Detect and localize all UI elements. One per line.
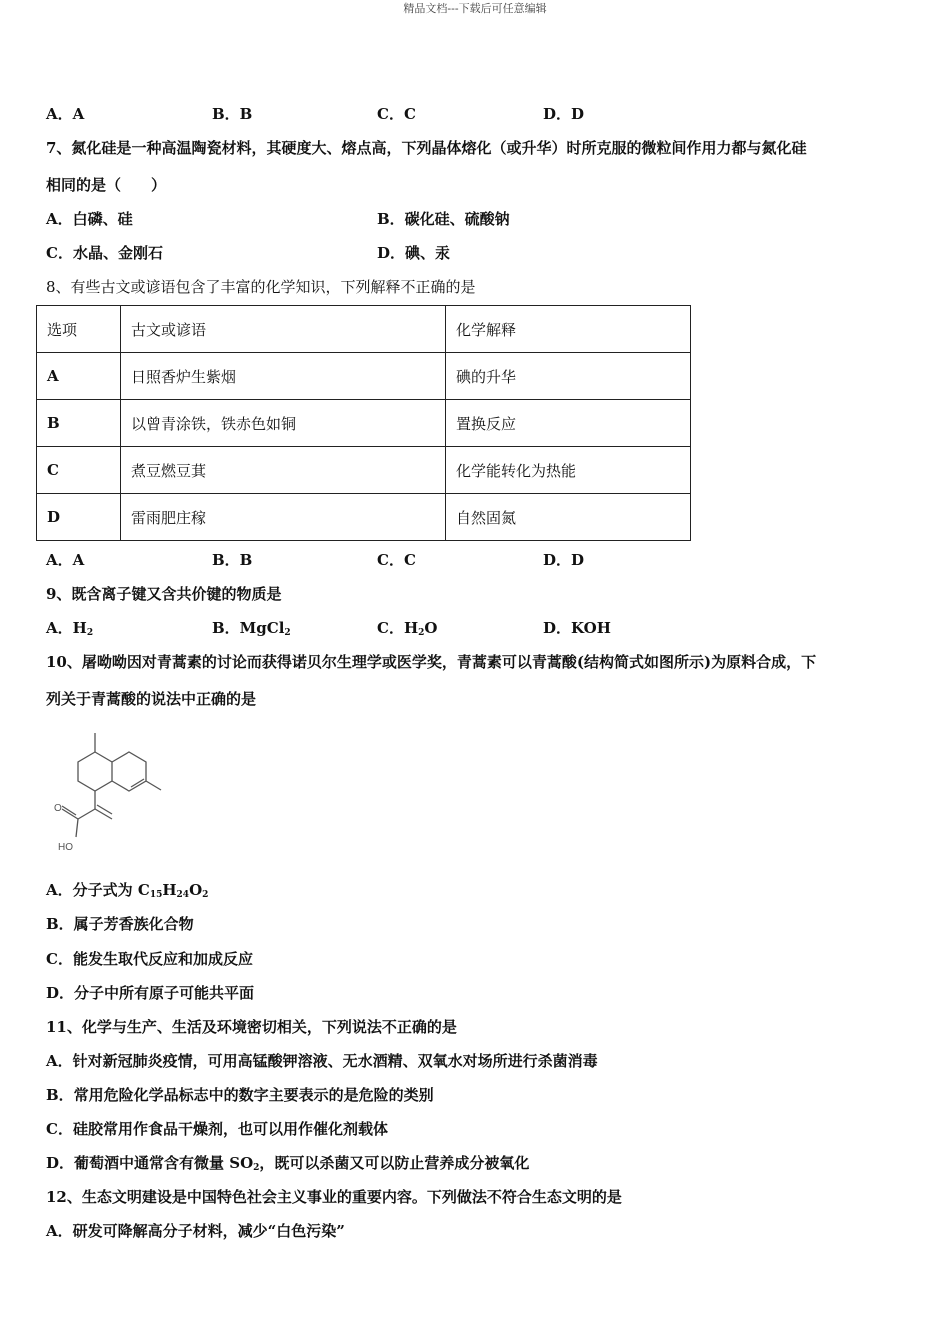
q11-option-b: B．常用危险化学品标志中的数字主要表示的是危险的类别 — [46, 1086, 434, 1104]
table-header-row — [37, 306, 691, 353]
q8-option-b: B．B — [212, 551, 253, 569]
q10-option-a: A．分子式为 $C_{15}H_{24}O_2$ — [46, 881, 209, 900]
table-cell: 以曾青涂铁，铁赤色如铜 — [121, 400, 446, 447]
q10-option-b: B．属子芳香族化合物 — [46, 915, 194, 933]
q11-stem: 11、化学与生产、生活及环境密切相关，下列说法不正确的是 — [46, 1018, 457, 1036]
table-cell: 自然固氮 — [446, 494, 691, 541]
q10-stem-line1: 10、屠呦呦因对青蒿素的讨论而获得诺贝尔生理学或医学奖，青蒿素可以青蒿酸(结构简式如图所示)为原料合成，下 — [46, 653, 817, 671]
table-row — [37, 494, 691, 541]
q7-option-a: A．白磷、硅 — [46, 210, 133, 228]
q6-option-d: D．D — [543, 105, 585, 123]
q11-option-d: D．葡萄酒中通常含有微量 $SO_2$，既可以杀菌又可以防止营养成分被氧化 — [46, 1154, 530, 1173]
q9-option-a: A．$H_2$ — [46, 619, 94, 638]
artemisinic-acid-structure-figure — [50, 725, 180, 860]
table-cell: 雷雨肥庄稼 — [121, 494, 446, 541]
table-cell: 煮豆燃豆萁 — [121, 447, 446, 494]
table-row — [37, 447, 691, 494]
table-cell: B — [37, 400, 121, 447]
q12-stem: 12、生态文明建设是中国特色社会主义事业的重要内容。下列做法不符合生态文明的是 — [46, 1188, 622, 1206]
q9-stem: 9、既含离子键又含共价键的物质是 — [46, 585, 282, 603]
q9-option-d: D．KOH — [543, 619, 611, 637]
q6-option-b: B．B — [212, 105, 253, 123]
table-cell: 化学能转化为热能 — [446, 447, 691, 494]
table-cell: A — [37, 353, 121, 400]
q9-option-c: C．$H_2O$ — [377, 619, 438, 638]
table-header-cell: 选项 — [37, 306, 121, 353]
table-cell: C — [37, 447, 121, 494]
table-row — [37, 400, 691, 447]
q7-stem-line1: 7、氮化硅是一种高温陶瓷材料，其硬度大、熔点高，下列晶体熔化（或升华）时所克服的微粒间作用力都与氮化硅 — [46, 139, 807, 157]
q11-option-c: C．硅胶常用作食品干燥剂，也可以用作催化剂载体 — [46, 1120, 388, 1138]
table-cell: 日照香炉生紫烟 — [121, 353, 446, 400]
q10-option-c: C．能发生取代反应和加成反应 — [46, 950, 253, 968]
q7-stem-line2: 相同的是（ ） — [46, 176, 167, 194]
q7-option-d: D．碘、汞 — [377, 244, 451, 262]
table-header-cell: 化学解释 — [446, 306, 691, 353]
q7-option-c: C．水晶、金刚石 — [46, 244, 163, 262]
table-cell: 置换反应 — [446, 400, 691, 447]
q9-option-b: B．MgCl$_2$ — [212, 619, 291, 638]
table-cell: 碘的升华 — [446, 353, 691, 400]
q12-option-a: A．研发可降解高分子材料，减少“白色污染” — [46, 1222, 345, 1240]
q6-option-a: A．A — [46, 105, 85, 123]
svg-text:O: O — [54, 803, 62, 814]
page-header: 精品文档---下载后可任意编辑 — [403, 2, 547, 15]
q8-stem: 8、有些古文或谚语包含了丰富的化学知识，下列解释不正确的是 — [46, 278, 476, 296]
q8-option-a: A．A — [46, 551, 85, 569]
q8-option-d: D．D — [543, 551, 585, 569]
q10-option-d: D．分子中所有原子可能共平面 — [46, 984, 255, 1002]
q11-option-a: A．针对新冠肺炎疫情，可用高锰酸钾溶液、无水酒精、双氧水对场所进行杀菌消毒 — [46, 1052, 598, 1070]
q6-option-c: C．C — [377, 105, 416, 123]
q7-option-b: B．碳化硅、硫酸钠 — [377, 210, 510, 228]
figure-ho-label: HO — [58, 842, 73, 853]
table-header-cell: 古文或谚语 — [121, 306, 446, 353]
table-row — [37, 353, 691, 400]
table-cell: D — [37, 494, 121, 541]
q8-option-c: C．C — [377, 551, 416, 569]
q8-table — [36, 305, 691, 541]
q10-stem-line2: 列关于青蒿酸的说法中正确的是 — [46, 690, 257, 708]
